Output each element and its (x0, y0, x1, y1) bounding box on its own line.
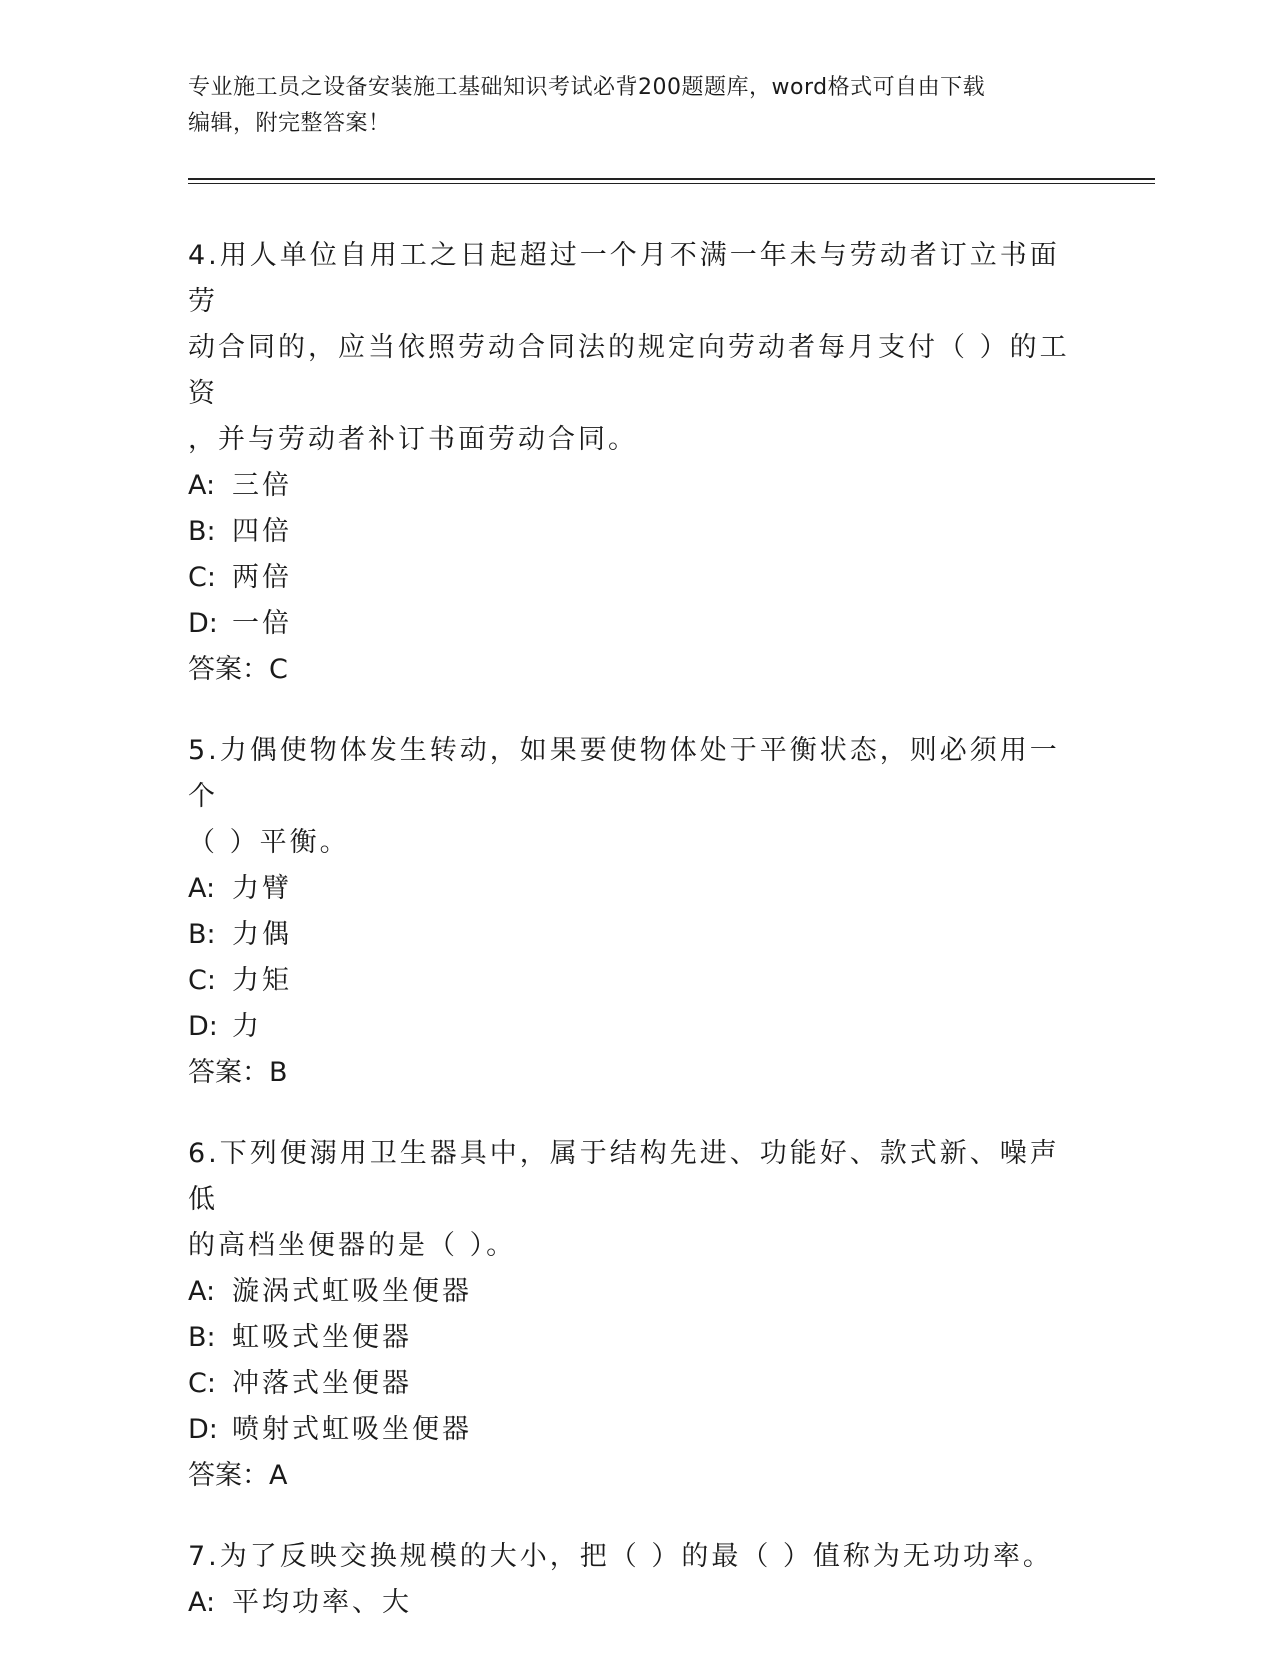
question-stem-line: 7.为了反映交换规模的大小，把（ ）的最（ ）值称为无功功率。 (188, 1541, 1053, 1572)
header-divider (188, 178, 1155, 180)
option-key: D: (188, 1414, 218, 1445)
question-stem-line: 6.下列便溺用卫生器具中，属于结构先进、功能好、款式新、噪声低 (188, 1138, 1060, 1215)
option-text: 力矩 (232, 965, 292, 996)
option-text: 力 (232, 1011, 262, 1042)
header-divider-thin (188, 183, 1155, 184)
option-c (188, 1361, 1088, 1407)
option-text: 平均功率、大 (232, 1587, 412, 1618)
option-text: 四倍 (232, 516, 292, 547)
option-a (188, 1269, 1088, 1315)
option-key: A: (188, 1587, 216, 1618)
option-key: D: (188, 1011, 218, 1042)
question-stem-line: 4.用人单位自用工之日起超过一个月不满一年未与劳动者订立书面劳 (188, 240, 1060, 317)
option-key: B: (188, 1322, 216, 1353)
option-key: A: (188, 1276, 216, 1307)
option-text: 冲落式坐便器 (232, 1368, 412, 1399)
option-key: C: (188, 1368, 216, 1399)
question-7 (188, 1534, 1088, 1626)
question-4 (188, 233, 1088, 693)
option-key: B: (188, 919, 216, 950)
option-text: 一倍 (232, 608, 292, 639)
question-stem-line: 的高档坐便器的是（ ）。 (188, 1230, 517, 1261)
answer-line: 答案：A (188, 1460, 288, 1491)
option-d (188, 601, 1088, 647)
option-text: 漩涡式虹吸坐便器 (232, 1276, 472, 1307)
header-line-1: 专业施工员之设备安装施工基础知识考试必背200题题库，word格式可自由下载 (188, 75, 986, 100)
question-stem-line: 动合同的，应当依照劳动合同法的规定向劳动者每月支付（ ）的工资 (188, 332, 1070, 409)
option-a (188, 463, 1088, 509)
option-text: 力臂 (232, 873, 292, 904)
answer-line: 答案：B (188, 1057, 288, 1088)
question-stem-line: 5.力偶使物体发生转动，如果要使物体处于平衡状态，则必须用一个 (188, 735, 1060, 812)
option-a (188, 1580, 1088, 1626)
option-d (188, 1407, 1088, 1453)
answer-line: 答案：C (188, 654, 288, 685)
option-d (188, 1004, 1088, 1050)
option-key: A: (188, 873, 216, 904)
option-c (188, 958, 1088, 1004)
option-text: 力偶 (232, 919, 292, 950)
option-b (188, 1315, 1088, 1361)
header-line-2: 编辑，附完整答案！ (188, 111, 391, 136)
question-5 (188, 728, 1088, 1096)
document-header (188, 70, 1068, 142)
option-b (188, 912, 1088, 958)
option-b (188, 509, 1088, 555)
question-6 (188, 1131, 1088, 1499)
option-text: 三倍 (232, 470, 292, 501)
question-stem-line: （ ）平衡。 (188, 827, 350, 858)
option-text: 喷射式虹吸坐便器 (232, 1414, 472, 1445)
question-stem-line: ，并与劳动者补订书面劳动合同。 (188, 424, 638, 455)
option-c (188, 555, 1088, 601)
option-key: C: (188, 965, 216, 996)
option-a (188, 866, 1088, 912)
question-list (188, 233, 1088, 1661)
option-key: D: (188, 608, 218, 639)
option-key: C: (188, 562, 216, 593)
option-text: 两倍 (232, 562, 292, 593)
option-key: B: (188, 516, 216, 547)
option-text: 虹吸式坐便器 (232, 1322, 412, 1353)
option-key: A: (188, 470, 216, 501)
